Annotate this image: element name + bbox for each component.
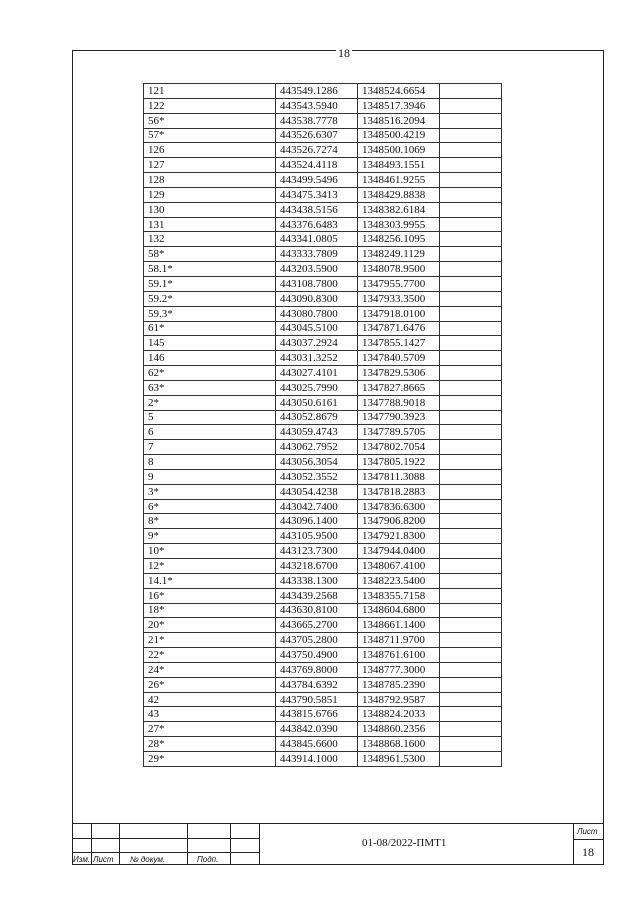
x-coordinate-cell: 443845.6600: [276, 737, 358, 752]
point-number-cell: 121: [144, 84, 276, 99]
coordinates-table-body: [144, 84, 502, 767]
point-number-cell: 63*: [144, 380, 276, 395]
table-row: [144, 469, 502, 484]
x-coordinate-cell: 443062.7952: [276, 440, 358, 455]
x-coordinate-cell: 443665.2700: [276, 618, 358, 633]
table-row: [144, 291, 502, 306]
y-coordinate-cell: 1347955.7700: [358, 276, 440, 291]
y-coordinate-cell: 1348524.6654: [358, 84, 440, 99]
table-row: [144, 321, 502, 336]
y-coordinate-cell: 1348078.9500: [358, 262, 440, 277]
table-row: [144, 529, 502, 544]
extra-cell: [440, 588, 502, 603]
table-row: [144, 113, 502, 128]
point-number-cell: 18*: [144, 603, 276, 618]
point-number-cell: 24*: [144, 662, 276, 677]
point-number-cell: 59.3*: [144, 306, 276, 321]
x-coordinate-cell: 443538.7778: [276, 113, 358, 128]
point-number-cell: 9*: [144, 529, 276, 544]
title-block-col-line: [119, 824, 120, 865]
extra-cell: [440, 559, 502, 574]
x-coordinate-cell: 443705.2800: [276, 633, 358, 648]
extra-cell: [440, 484, 502, 499]
y-coordinate-cell: 1348792.9587: [358, 692, 440, 707]
table-row: [144, 425, 502, 440]
y-coordinate-cell: 1348461.9255: [358, 173, 440, 188]
doc-number-label: № докум.: [130, 855, 166, 864]
x-coordinate-cell: 443769.8000: [276, 662, 358, 677]
table-row: [144, 351, 502, 366]
y-coordinate-cell: 1347933.3500: [358, 291, 440, 306]
x-coordinate-cell: 443052.8679: [276, 410, 358, 425]
extra-cell: [440, 514, 502, 529]
document-code: 01-08/2022-ПМТ1: [362, 837, 447, 849]
point-number-cell: 5: [144, 410, 276, 425]
point-number-cell: 58.1*: [144, 262, 276, 277]
y-coordinate-cell: 1347789.5705: [358, 425, 440, 440]
table-row: [144, 648, 502, 663]
coordinates-table: [143, 83, 502, 767]
x-coordinate-cell: 443376.6483: [276, 217, 358, 232]
title-block-col-line: [259, 824, 260, 865]
table-row: [144, 707, 502, 722]
point-number-cell: 42: [144, 692, 276, 707]
point-number-cell: 27*: [144, 722, 276, 737]
y-coordinate-cell: 1348868.1600: [358, 737, 440, 752]
table-row: [144, 544, 502, 559]
point-number-cell: 146: [144, 351, 276, 366]
table-row: [144, 380, 502, 395]
y-coordinate-cell: 1348860.2356: [358, 722, 440, 737]
table-row: [144, 588, 502, 603]
point-number-cell: 59.2*: [144, 291, 276, 306]
title-block-col-line: [230, 824, 231, 865]
table-row: [144, 217, 502, 232]
extra-cell: [440, 276, 502, 291]
table-row: [144, 158, 502, 173]
x-coordinate-cell: 443054.4238: [276, 484, 358, 499]
table-row: [144, 143, 502, 158]
x-coordinate-cell: 443037.2924: [276, 336, 358, 351]
extra-cell: [440, 306, 502, 321]
point-number-cell: 129: [144, 187, 276, 202]
y-coordinate-cell: 1347836.6300: [358, 499, 440, 514]
extra-cell: [440, 262, 502, 277]
x-coordinate-cell: 443218.6700: [276, 559, 358, 574]
point-number-cell: 122: [144, 98, 276, 113]
x-coordinate-cell: 443790.5851: [276, 692, 358, 707]
table-row: [144, 737, 502, 752]
table-row: [144, 262, 502, 277]
table-row: [144, 276, 502, 291]
y-coordinate-cell: 1348661.1400: [358, 618, 440, 633]
point-number-cell: 43: [144, 707, 276, 722]
extra-cell: [440, 202, 502, 217]
extra-cell: [440, 692, 502, 707]
y-coordinate-cell: 1348785.2390: [358, 677, 440, 692]
y-coordinate-cell: 1347788.9018: [358, 395, 440, 410]
x-coordinate-cell: 443096.1400: [276, 514, 358, 529]
extra-cell: [440, 366, 502, 381]
extra-cell: [440, 158, 502, 173]
extra-cell: [440, 98, 502, 113]
x-coordinate-cell: 443438.5156: [276, 202, 358, 217]
x-coordinate-cell: 443052.3552: [276, 469, 358, 484]
point-number-cell: 28*: [144, 737, 276, 752]
extra-cell: [440, 722, 502, 737]
point-number-cell: 22*: [144, 648, 276, 663]
extra-cell: [440, 469, 502, 484]
x-coordinate-cell: 443105.9500: [276, 529, 358, 544]
y-coordinate-cell: 1347918.0100: [358, 306, 440, 321]
extra-cell: [440, 291, 502, 306]
extra-cell: [440, 321, 502, 336]
extra-cell: [440, 633, 502, 648]
table-row: [144, 440, 502, 455]
x-coordinate-cell: 443031.3252: [276, 351, 358, 366]
point-number-cell: 7: [144, 440, 276, 455]
extra-cell: [440, 217, 502, 232]
sheet-box-line: [573, 839, 604, 840]
table-row: [144, 633, 502, 648]
table-row: [144, 202, 502, 217]
x-coordinate-cell: 443090.8300: [276, 291, 358, 306]
table-row: [144, 98, 502, 113]
x-coordinate-cell: 443750.4900: [276, 648, 358, 663]
extra-cell: [440, 143, 502, 158]
table-row: [144, 173, 502, 188]
table-row: [144, 618, 502, 633]
y-coordinate-cell: 1348355.7158: [358, 588, 440, 603]
y-coordinate-cell: 1348824.2033: [358, 707, 440, 722]
table-row: [144, 187, 502, 202]
extra-cell: [440, 455, 502, 470]
x-coordinate-cell: 443784.6392: [276, 677, 358, 692]
title-block-col-line: [573, 824, 574, 865]
point-number-cell: 59.1*: [144, 276, 276, 291]
x-coordinate-cell: 443815.6766: [276, 707, 358, 722]
x-coordinate-cell: 443439.2568: [276, 588, 358, 603]
table-row: [144, 336, 502, 351]
point-number-cell: 2*: [144, 395, 276, 410]
y-coordinate-cell: 1348604.6800: [358, 603, 440, 618]
table-row: [144, 751, 502, 766]
point-number-cell: 21*: [144, 633, 276, 648]
table-row: [144, 410, 502, 425]
sheet-label: Лист: [577, 827, 598, 836]
point-number-cell: 14.1*: [144, 573, 276, 588]
point-number-cell: 6: [144, 425, 276, 440]
extra-cell: [440, 336, 502, 351]
point-number-cell: 29*: [144, 751, 276, 766]
x-coordinate-cell: 443059.4743: [276, 425, 358, 440]
point-number-cell: 56*: [144, 113, 276, 128]
point-number-cell: 58*: [144, 247, 276, 262]
signature-label: Подп.: [197, 855, 219, 864]
extra-cell: [440, 618, 502, 633]
title-block: [72, 823, 604, 865]
point-number-cell: 62*: [144, 366, 276, 381]
table-row: [144, 484, 502, 499]
y-coordinate-cell: 1348761.6100: [358, 648, 440, 663]
y-coordinate-cell: 1347921.8300: [358, 529, 440, 544]
y-coordinate-cell: 1348516.2094: [358, 113, 440, 128]
x-coordinate-cell: 443123.7300: [276, 544, 358, 559]
page-number-top: 18: [338, 46, 350, 60]
y-coordinate-cell: 1348500.4219: [358, 128, 440, 143]
point-number-cell: 12*: [144, 559, 276, 574]
extra-cell: [440, 440, 502, 455]
x-coordinate-cell: 443543.5940: [276, 98, 358, 113]
table-row: [144, 128, 502, 143]
table-row: [144, 514, 502, 529]
x-coordinate-cell: 443475.3413: [276, 187, 358, 202]
x-coordinate-cell: 443027.4101: [276, 366, 358, 381]
point-number-cell: 6*: [144, 499, 276, 514]
x-coordinate-cell: 443526.7274: [276, 143, 358, 158]
extra-cell: [440, 529, 502, 544]
title-block-col-line: [91, 824, 92, 865]
extra-cell: [440, 232, 502, 247]
x-coordinate-cell: 443042.7400: [276, 499, 358, 514]
y-coordinate-cell: 1347818.2883: [358, 484, 440, 499]
extra-cell: [440, 544, 502, 559]
extra-cell: [440, 128, 502, 143]
x-coordinate-cell: 443108.7800: [276, 276, 358, 291]
table-row: [144, 247, 502, 262]
table-row: [144, 559, 502, 574]
extra-cell: [440, 84, 502, 99]
table-row: [144, 84, 502, 99]
x-coordinate-cell: 443338.1300: [276, 573, 358, 588]
point-number-cell: 3*: [144, 484, 276, 499]
x-coordinate-cell: 443045.5100: [276, 321, 358, 336]
table-row: [144, 573, 502, 588]
table-row: [144, 306, 502, 321]
x-coordinate-cell: 443056.3054: [276, 455, 358, 470]
point-number-cell: 9: [144, 469, 276, 484]
x-coordinate-cell: 443526.6307: [276, 128, 358, 143]
extra-cell: [440, 425, 502, 440]
y-coordinate-cell: 1348256.1095: [358, 232, 440, 247]
x-coordinate-cell: 443914.1000: [276, 751, 358, 766]
extra-cell: [440, 395, 502, 410]
point-number-cell: 57*: [144, 128, 276, 143]
y-coordinate-cell: 1347827.8665: [358, 380, 440, 395]
extra-cell: [440, 380, 502, 395]
y-coordinate-cell: 1348961.5300: [358, 751, 440, 766]
extra-cell: [440, 573, 502, 588]
y-coordinate-cell: 1347805.1922: [358, 455, 440, 470]
y-coordinate-cell: 1347802.7054: [358, 440, 440, 455]
x-coordinate-cell: 443341.0805: [276, 232, 358, 247]
table-row: [144, 692, 502, 707]
point-number-cell: 127: [144, 158, 276, 173]
y-coordinate-cell: 1348500.1069: [358, 143, 440, 158]
extra-cell: [440, 603, 502, 618]
table-row: [144, 232, 502, 247]
point-number-cell: 20*: [144, 618, 276, 633]
y-coordinate-cell: 1348517.3946: [358, 98, 440, 113]
point-number-cell: 145: [144, 336, 276, 351]
x-coordinate-cell: 443842.0390: [276, 722, 358, 737]
y-coordinate-cell: 1348429.8838: [358, 187, 440, 202]
extra-cell: [440, 410, 502, 425]
point-number-cell: 130: [144, 202, 276, 217]
point-number-cell: 131: [144, 217, 276, 232]
y-coordinate-cell: 1348303.9955: [358, 217, 440, 232]
y-coordinate-cell: 1347790.3923: [358, 410, 440, 425]
point-number-cell: 61*: [144, 321, 276, 336]
extra-cell: [440, 707, 502, 722]
point-number-cell: 128: [144, 173, 276, 188]
extra-cell: [440, 173, 502, 188]
y-coordinate-cell: 1347840.5709: [358, 351, 440, 366]
extra-cell: [440, 351, 502, 366]
x-coordinate-cell: 443524.4118: [276, 158, 358, 173]
x-coordinate-cell: 443080.7800: [276, 306, 358, 321]
table-row: [144, 722, 502, 737]
x-coordinate-cell: 443499.5496: [276, 173, 358, 188]
extra-cell: [440, 247, 502, 262]
y-coordinate-cell: 1347829.5306: [358, 366, 440, 381]
y-coordinate-cell: 1347871.6476: [358, 321, 440, 336]
y-coordinate-cell: 1347811.3088: [358, 469, 440, 484]
sheet-number: 18: [582, 845, 594, 859]
title-block-col-line: [187, 824, 188, 865]
x-coordinate-cell: 443549.1286: [276, 84, 358, 99]
point-number-cell: 132: [144, 232, 276, 247]
y-coordinate-cell: 1348777.3000: [358, 662, 440, 677]
extra-cell: [440, 751, 502, 766]
point-number-cell: 8*: [144, 514, 276, 529]
table-row: [144, 662, 502, 677]
extra-cell: [440, 648, 502, 663]
x-coordinate-cell: 443333.7809: [276, 247, 358, 262]
x-coordinate-cell: 443025.7990: [276, 380, 358, 395]
y-coordinate-cell: 1348223.5400: [358, 573, 440, 588]
table-row: [144, 603, 502, 618]
y-coordinate-cell: 1348382.6184: [358, 202, 440, 217]
extra-cell: [440, 677, 502, 692]
x-coordinate-cell: 443630.8100: [276, 603, 358, 618]
y-coordinate-cell: 1348711.9700: [358, 633, 440, 648]
extra-cell: [440, 499, 502, 514]
table-row: [144, 455, 502, 470]
y-coordinate-cell: 1348249.1129: [358, 247, 440, 262]
extra-cell: [440, 662, 502, 677]
point-number-cell: 8: [144, 455, 276, 470]
point-number-cell: 16*: [144, 588, 276, 603]
list-label: Лист: [93, 855, 114, 864]
izm-label: Изм.: [73, 855, 91, 864]
table-row: [144, 499, 502, 514]
extra-cell: [440, 113, 502, 128]
extra-cell: [440, 737, 502, 752]
y-coordinate-cell: 1348493.1551: [358, 158, 440, 173]
y-coordinate-cell: 1347944.0400: [358, 544, 440, 559]
y-coordinate-cell: 1348067.4100: [358, 559, 440, 574]
table-row: [144, 395, 502, 410]
table-row: [144, 677, 502, 692]
x-coordinate-cell: 443203.5900: [276, 262, 358, 277]
x-coordinate-cell: 443050.6161: [276, 395, 358, 410]
table-row: [144, 366, 502, 381]
point-number-cell: 26*: [144, 677, 276, 692]
y-coordinate-cell: 1347906.8200: [358, 514, 440, 529]
extra-cell: [440, 187, 502, 202]
point-number-cell: 126: [144, 143, 276, 158]
point-number-cell: 10*: [144, 544, 276, 559]
y-coordinate-cell: 1347855.1427: [358, 336, 440, 351]
